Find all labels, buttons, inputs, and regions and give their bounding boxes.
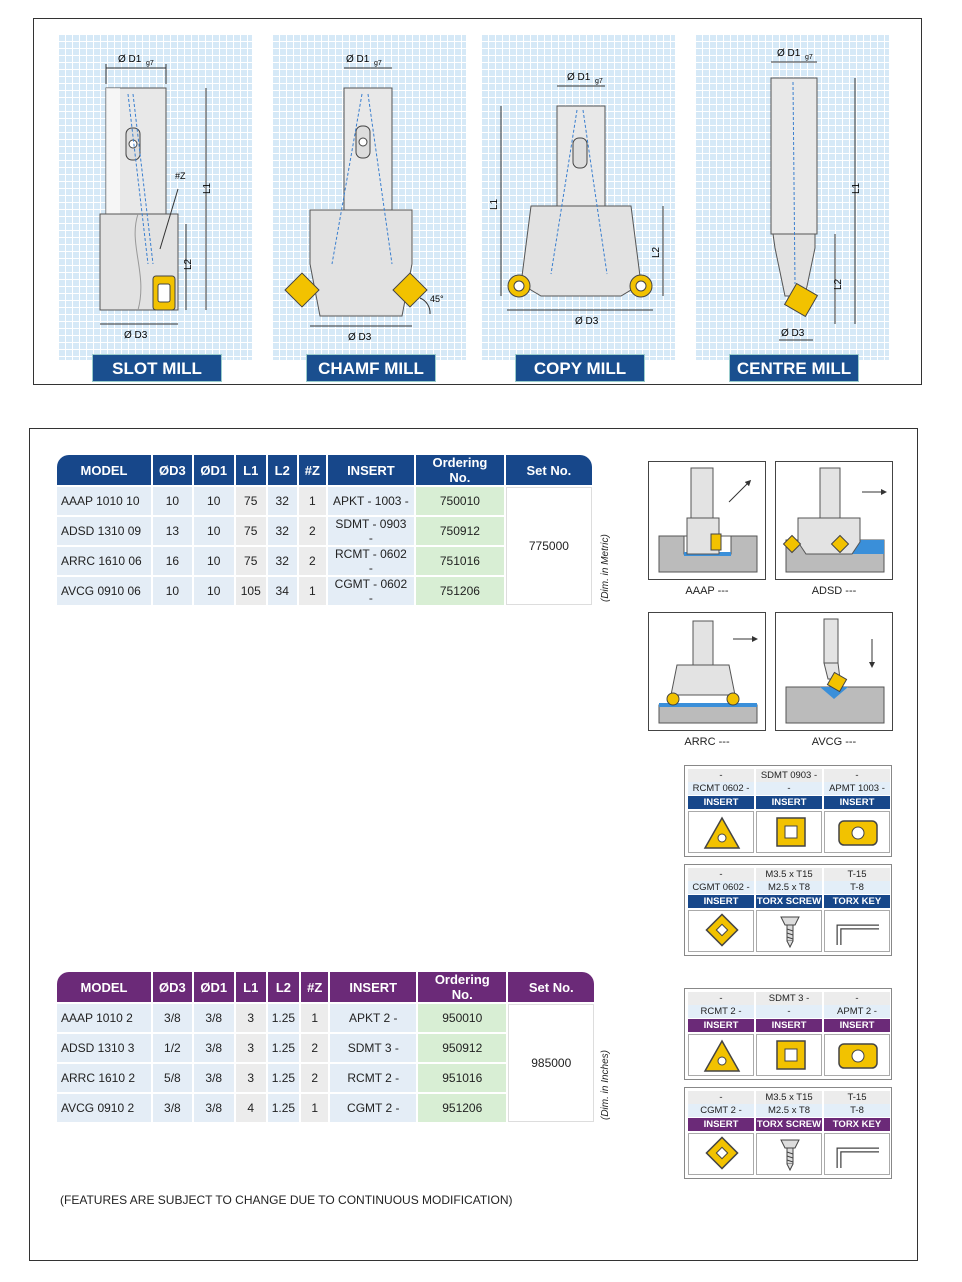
cell-insert: SDMT 3 - bbox=[330, 1034, 416, 1062]
part-type-header: INSERT bbox=[824, 1019, 890, 1032]
cell-z: 2 bbox=[299, 547, 326, 575]
cell-d3: 5/8 bbox=[153, 1064, 192, 1092]
col-model: MODEL bbox=[57, 455, 151, 485]
copy-d1-label: Ø D1 bbox=[567, 72, 591, 83]
slot-d3-label: Ø D3 bbox=[124, 330, 148, 341]
torx-screw-icon bbox=[756, 910, 822, 952]
copy-mill-panel bbox=[481, 34, 675, 378]
col-set: Set No. bbox=[508, 972, 594, 1002]
cell-ordering: 751206 bbox=[416, 577, 504, 605]
part-type-header: INSERT bbox=[688, 895, 754, 908]
cell-model: AAAP 1010 10 bbox=[57, 487, 151, 515]
part-code-row1: SDMT 0903 - bbox=[756, 769, 822, 782]
cell-l1: 3 bbox=[236, 1034, 266, 1062]
cell-d1: 10 bbox=[194, 577, 234, 605]
cell-l1: 75 bbox=[236, 487, 266, 515]
metric-header-row bbox=[57, 455, 592, 485]
part-code-row2: T-8 bbox=[824, 881, 890, 894]
cell-d3: 13 bbox=[153, 517, 192, 545]
chamf-mill-label: CHAMF MILL bbox=[306, 354, 436, 382]
part-type-header: TORX SCREW bbox=[756, 896, 822, 907]
inch-spec-table bbox=[55, 970, 596, 1124]
inch-insert-box bbox=[684, 988, 892, 1080]
slot-z-label: #Z bbox=[175, 171, 186, 181]
part-type-header: INSERT bbox=[688, 1019, 754, 1032]
arrc-operation-diagram bbox=[648, 612, 766, 731]
col-d1: ØD1 bbox=[194, 972, 234, 1002]
cell-d1: 3/8 bbox=[194, 1034, 234, 1062]
chamf-mill-panel bbox=[272, 34, 466, 378]
copy-d3-label: Ø D3 bbox=[575, 316, 599, 327]
diamond-insert-icon bbox=[688, 1133, 754, 1175]
slot-l1-label: L1 bbox=[202, 182, 213, 194]
cell-l1: 3 bbox=[236, 1064, 266, 1092]
part-code-row1: SDMT 3 - bbox=[756, 992, 822, 1005]
copy-mill-drawing bbox=[481, 34, 675, 360]
centre-l2-label: L2 bbox=[833, 278, 844, 290]
cell-ordering: 951016 bbox=[418, 1064, 506, 1092]
cell-l2: 32 bbox=[268, 517, 297, 545]
cell-model: ARRC 1610 06 bbox=[57, 547, 151, 575]
parts-column bbox=[688, 992, 754, 1076]
cell-l2: 1.25 bbox=[268, 1004, 299, 1032]
part-code-row1: - bbox=[688, 868, 754, 881]
avcg-operation-diagram bbox=[775, 612, 893, 731]
col-model: MODEL bbox=[57, 972, 151, 1002]
part-type-header: INSERT bbox=[824, 796, 890, 809]
cell-l1: 75 bbox=[236, 547, 266, 575]
copy-l2-label: L2 bbox=[651, 246, 662, 258]
cell-l2: 32 bbox=[268, 547, 297, 575]
cell-ordering: 950010 bbox=[418, 1004, 506, 1032]
cell-insert: CGMT 2 - bbox=[330, 1094, 416, 1122]
square-insert-icon bbox=[756, 811, 822, 853]
avcg-caption: AVCG --- bbox=[811, 736, 857, 748]
cell-ordering: 750010 bbox=[416, 487, 504, 515]
cell-d3: 10 bbox=[153, 577, 192, 605]
parts-column bbox=[824, 1091, 890, 1175]
cell-l2: 1.25 bbox=[268, 1064, 299, 1092]
table-row bbox=[57, 1004, 594, 1032]
cell-insert: CGMT - 0602 - bbox=[328, 577, 414, 605]
cell-insert: RCMT 2 - bbox=[330, 1064, 416, 1092]
part-code-row1: - bbox=[688, 1091, 754, 1104]
col-set: Set No. bbox=[506, 455, 592, 485]
cell-model: AAAP 1010 2 bbox=[57, 1004, 151, 1032]
col-l1: L1 bbox=[236, 972, 266, 1002]
col-d3: ØD3 bbox=[153, 455, 192, 485]
part-code-row2: M2.5 x T8 bbox=[756, 1104, 822, 1117]
cell-ordering: 750912 bbox=[416, 517, 504, 545]
torx-key-icon bbox=[824, 910, 890, 952]
part-type-header: INSERT bbox=[688, 1118, 754, 1131]
part-code-row1: M3.5 x T15 bbox=[756, 868, 822, 881]
cell-insert: RCMT - 0602 - bbox=[328, 547, 414, 575]
slot-mill-panel bbox=[58, 34, 252, 378]
part-code-row1: - bbox=[688, 769, 754, 782]
part-type-header: TORX KEY bbox=[824, 895, 890, 908]
cell-ordering: 951206 bbox=[418, 1094, 506, 1122]
cell-l1: 4 bbox=[236, 1094, 266, 1122]
cell-z: 2 bbox=[301, 1034, 328, 1062]
cell-insert: SDMT - 0903 - bbox=[328, 517, 414, 545]
part-code-row1: - bbox=[688, 992, 754, 1005]
cell-z: 1 bbox=[301, 1094, 328, 1122]
chamf-angle-label: 45° bbox=[430, 294, 444, 304]
inch-dim-note: (Dim. in Inches) bbox=[600, 1049, 611, 1120]
inch-screw-key-box bbox=[684, 1087, 892, 1179]
aaap-caption: AAAP --- bbox=[685, 585, 729, 597]
centre-d1-label: Ø D1 bbox=[777, 48, 801, 59]
part-type-header: INSERT bbox=[756, 1019, 822, 1032]
centre-mill-drawing bbox=[695, 34, 889, 360]
col-d3: ØD3 bbox=[153, 972, 192, 1002]
part-code-row1: T-15 bbox=[824, 868, 890, 881]
cell-l1: 3 bbox=[236, 1004, 266, 1032]
parts-column bbox=[824, 992, 890, 1076]
centre-d3-label: Ø D3 bbox=[781, 328, 805, 339]
slot-mill-label: SLOT MILL bbox=[92, 354, 222, 382]
cell-d3: 10 bbox=[153, 487, 192, 515]
centre-mill-panel bbox=[695, 34, 889, 378]
cell-d3: 1/2 bbox=[153, 1034, 192, 1062]
cell-model: AVCG 0910 2 bbox=[57, 1094, 151, 1122]
adsd-operation-diagram bbox=[775, 461, 893, 580]
cell-set-no: 775000 bbox=[506, 487, 592, 605]
slot-mill-drawing bbox=[58, 34, 252, 360]
cell-l2: 34 bbox=[268, 577, 297, 605]
rect-insert-icon bbox=[824, 811, 890, 853]
part-code-row1: - bbox=[824, 769, 890, 782]
col-insert: INSERT bbox=[328, 455, 414, 485]
parts-column bbox=[688, 868, 754, 952]
cell-z: 2 bbox=[301, 1064, 328, 1092]
slot-d1-sub: g7 bbox=[146, 60, 154, 67]
part-code-row1: M3.5 x T15 bbox=[756, 1091, 822, 1104]
col-z: #Z bbox=[299, 455, 326, 485]
part-code-row2: T-8 bbox=[824, 1104, 890, 1117]
parts-column bbox=[756, 769, 822, 853]
parts-column bbox=[688, 1091, 754, 1175]
cell-d1: 3/8 bbox=[194, 1094, 234, 1122]
cell-l1: 75 bbox=[236, 517, 266, 545]
part-code-row2: APMT 1003 - bbox=[824, 782, 890, 795]
inch-header-row bbox=[57, 972, 594, 1002]
col-ordering: Ordering No. bbox=[418, 972, 506, 1002]
parts-column bbox=[756, 1091, 822, 1175]
copy-l1-label: L1 bbox=[489, 198, 500, 210]
rect-insert-icon bbox=[824, 1034, 890, 1076]
copy-mill-label: COPY MILL bbox=[515, 354, 645, 382]
cell-z: 1 bbox=[299, 577, 326, 605]
part-code-row2: APMT 2 - bbox=[824, 1005, 890, 1018]
slot-l2-label: L2 bbox=[183, 258, 194, 270]
cell-l2: 1.25 bbox=[268, 1094, 299, 1122]
cell-ordering: 950912 bbox=[418, 1034, 506, 1062]
part-type-header: TORX KEY bbox=[824, 1118, 890, 1131]
parts-column bbox=[824, 769, 890, 853]
diamond-insert-icon bbox=[688, 910, 754, 952]
chamf-mill-drawing bbox=[272, 34, 466, 360]
part-code-row2: CGMT 2 - bbox=[688, 1104, 754, 1117]
centre-d1-sub: g7 bbox=[805, 54, 813, 61]
col-insert: INSERT bbox=[330, 972, 416, 1002]
chamf-d1-label: Ø D1 bbox=[346, 54, 370, 65]
col-l2: L2 bbox=[268, 455, 297, 485]
copy-d1-sub: g7 bbox=[595, 78, 603, 85]
metric-insert-box bbox=[684, 765, 892, 857]
parts-column bbox=[756, 868, 822, 952]
cell-l1: 105 bbox=[236, 577, 266, 605]
cell-d3: 3/8 bbox=[153, 1094, 192, 1122]
tool-drawings-frame bbox=[33, 18, 922, 385]
metric-spec-table bbox=[55, 453, 594, 607]
aaap-operation-diagram bbox=[648, 461, 766, 580]
part-code-row2: RCMT 2 - bbox=[688, 1005, 754, 1018]
part-code-row2: CGMT 0602 - bbox=[688, 881, 754, 894]
cell-model: AVCG 0910 06 bbox=[57, 577, 151, 605]
part-code-row1: - bbox=[824, 992, 890, 1005]
adsd-caption: ADSD --- bbox=[811, 585, 857, 597]
col-l1: L1 bbox=[236, 455, 266, 485]
metric-dim-note: (Dim. in Metric) bbox=[600, 534, 611, 602]
table-row bbox=[57, 487, 592, 515]
part-code-row2: RCMT 0602 - bbox=[688, 782, 754, 795]
parts-column bbox=[824, 868, 890, 952]
cell-ordering: 751016 bbox=[416, 547, 504, 575]
cell-d1: 10 bbox=[194, 517, 234, 545]
cell-model: ADSD 1310 3 bbox=[57, 1034, 151, 1062]
col-d1: ØD1 bbox=[194, 455, 234, 485]
cell-z: 1 bbox=[301, 1004, 328, 1032]
cell-insert: APKT - 1003 - bbox=[328, 487, 414, 515]
col-ordering: Ordering No. bbox=[416, 455, 504, 485]
cell-insert: APKT 2 - bbox=[330, 1004, 416, 1032]
parts-column bbox=[688, 769, 754, 853]
cell-z: 1 bbox=[299, 487, 326, 515]
cell-l2: 32 bbox=[268, 487, 297, 515]
part-code-row2: - bbox=[756, 782, 822, 795]
cell-model: ARRC 1610 2 bbox=[57, 1064, 151, 1092]
col-l2: L2 bbox=[268, 972, 299, 1002]
col-z: #Z bbox=[301, 972, 328, 1002]
metric-screw-key-box bbox=[684, 864, 892, 956]
torx-screw-icon bbox=[756, 1133, 822, 1175]
cell-d3: 3/8 bbox=[153, 1004, 192, 1032]
cell-d1: 10 bbox=[194, 547, 234, 575]
triangle-insert-icon bbox=[688, 811, 754, 853]
part-type-header: INSERT bbox=[756, 796, 822, 809]
cell-d3: 16 bbox=[153, 547, 192, 575]
part-code-row2: - bbox=[756, 1005, 822, 1018]
triangle-insert-icon bbox=[688, 1034, 754, 1076]
centre-mill-label: CENTRE MILL bbox=[729, 354, 859, 382]
square-insert-icon bbox=[756, 1034, 822, 1076]
cell-l2: 1.25 bbox=[268, 1034, 299, 1062]
cell-d1: 10 bbox=[194, 487, 234, 515]
cell-model: ADSD 1310 09 bbox=[57, 517, 151, 545]
footnote: (FEATURES ARE SUBJECT TO CHANGE DUE TO CONTINUOUS MODIFICATION) bbox=[60, 1193, 513, 1207]
parts-column bbox=[756, 992, 822, 1076]
cell-d1: 3/8 bbox=[194, 1004, 234, 1032]
part-type-header: INSERT bbox=[688, 796, 754, 809]
slot-d1-label: Ø D1 bbox=[118, 54, 142, 65]
centre-l1-label: L1 bbox=[851, 182, 862, 194]
cell-set-no: 985000 bbox=[508, 1004, 594, 1122]
part-code-row2: M2.5 x T8 bbox=[756, 881, 822, 894]
torx-key-icon bbox=[824, 1133, 890, 1175]
part-code-row1: T-15 bbox=[824, 1091, 890, 1104]
part-type-header: TORX SCREW bbox=[756, 1119, 822, 1130]
chamf-d3-label: Ø D3 bbox=[348, 332, 372, 343]
cell-z: 2 bbox=[299, 517, 326, 545]
arrc-caption: ARRC --- bbox=[684, 736, 730, 748]
chamf-d1-sub: g7 bbox=[374, 60, 382, 67]
cell-d1: 3/8 bbox=[194, 1064, 234, 1092]
